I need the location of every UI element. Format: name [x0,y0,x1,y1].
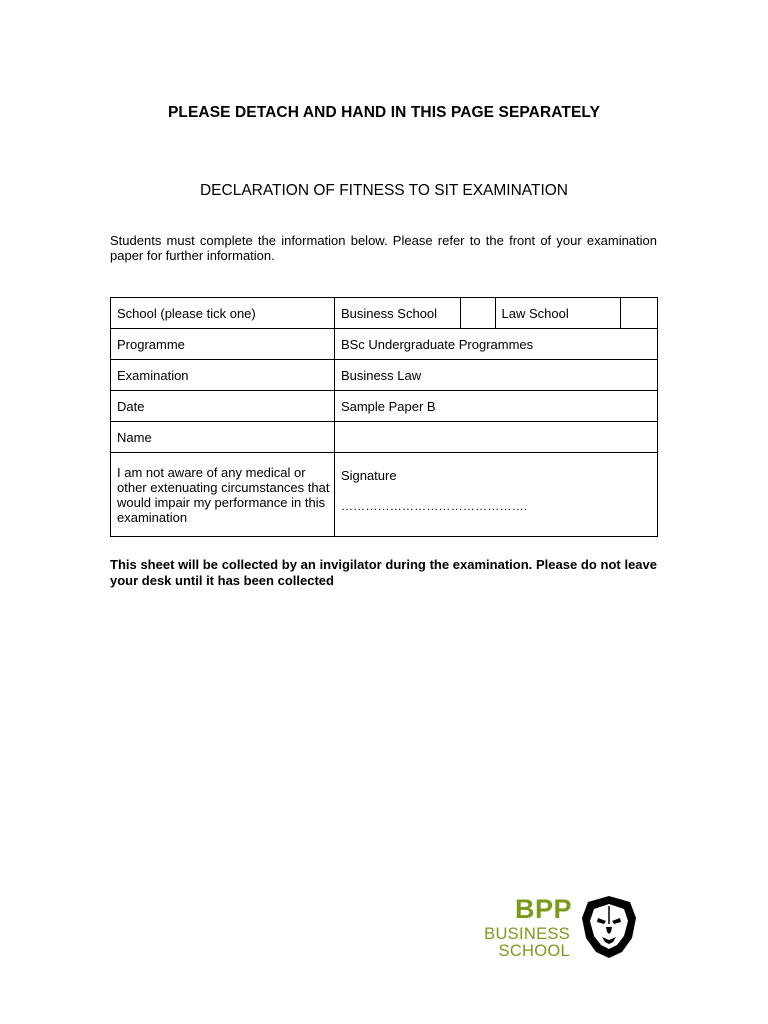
name-field[interactable] [334,422,657,453]
date-label: Date [111,391,335,422]
logo-subtitle [484,926,570,960]
school-row [111,298,658,329]
examination-label: Examination [111,360,335,391]
date-row [111,391,658,422]
name-label: Name [111,422,335,453]
logo-line-business: BUSINESS [484,925,570,943]
name-row [111,422,658,453]
programme-value: BSc Undergraduate Programmes [334,329,657,360]
signature-row [111,453,658,537]
page-title: DECLARATION OF FITNESS TO SIT EXAMINATION [199,182,569,199]
declaration-form [110,297,658,537]
lion-head-icon [580,894,638,960]
declaration-text: I am not aware of any medical or other extenuating circumstances that would impair my performance in this examination [111,453,335,537]
detach-notice: PLEASE DETACH AND HAND IN THIS PAGE SEPARATELY [167,104,601,121]
intro-paragraph: Students must complete the information below. Please refer to the front of your examination paper for further information. [110,233,657,263]
signature-field[interactable] [334,453,657,537]
school-option-law: Law School [495,298,621,329]
bpp-logo [470,888,650,968]
signature-line: ………………………………………. [340,499,528,513]
programme-row [111,329,658,360]
date-value: Sample Paper B [334,391,657,422]
school-option-business: Business School [334,298,460,329]
law-school-tickbox[interactable] [621,298,658,329]
logo-brand: BPP [514,894,572,924]
examination-value: Business Law [334,360,657,391]
examination-row [111,360,658,391]
logo-line-school: SCHOOL [498,942,570,960]
programme-label: Programme [111,329,335,360]
collection-note: This sheet will be collected by an invigilator during the examination. Please do not leave your desk until it has been collected [110,557,657,588]
business-school-tickbox[interactable] [460,298,495,329]
signature-label: Signature [340,468,397,483]
school-label: School (please tick one) [111,298,335,329]
